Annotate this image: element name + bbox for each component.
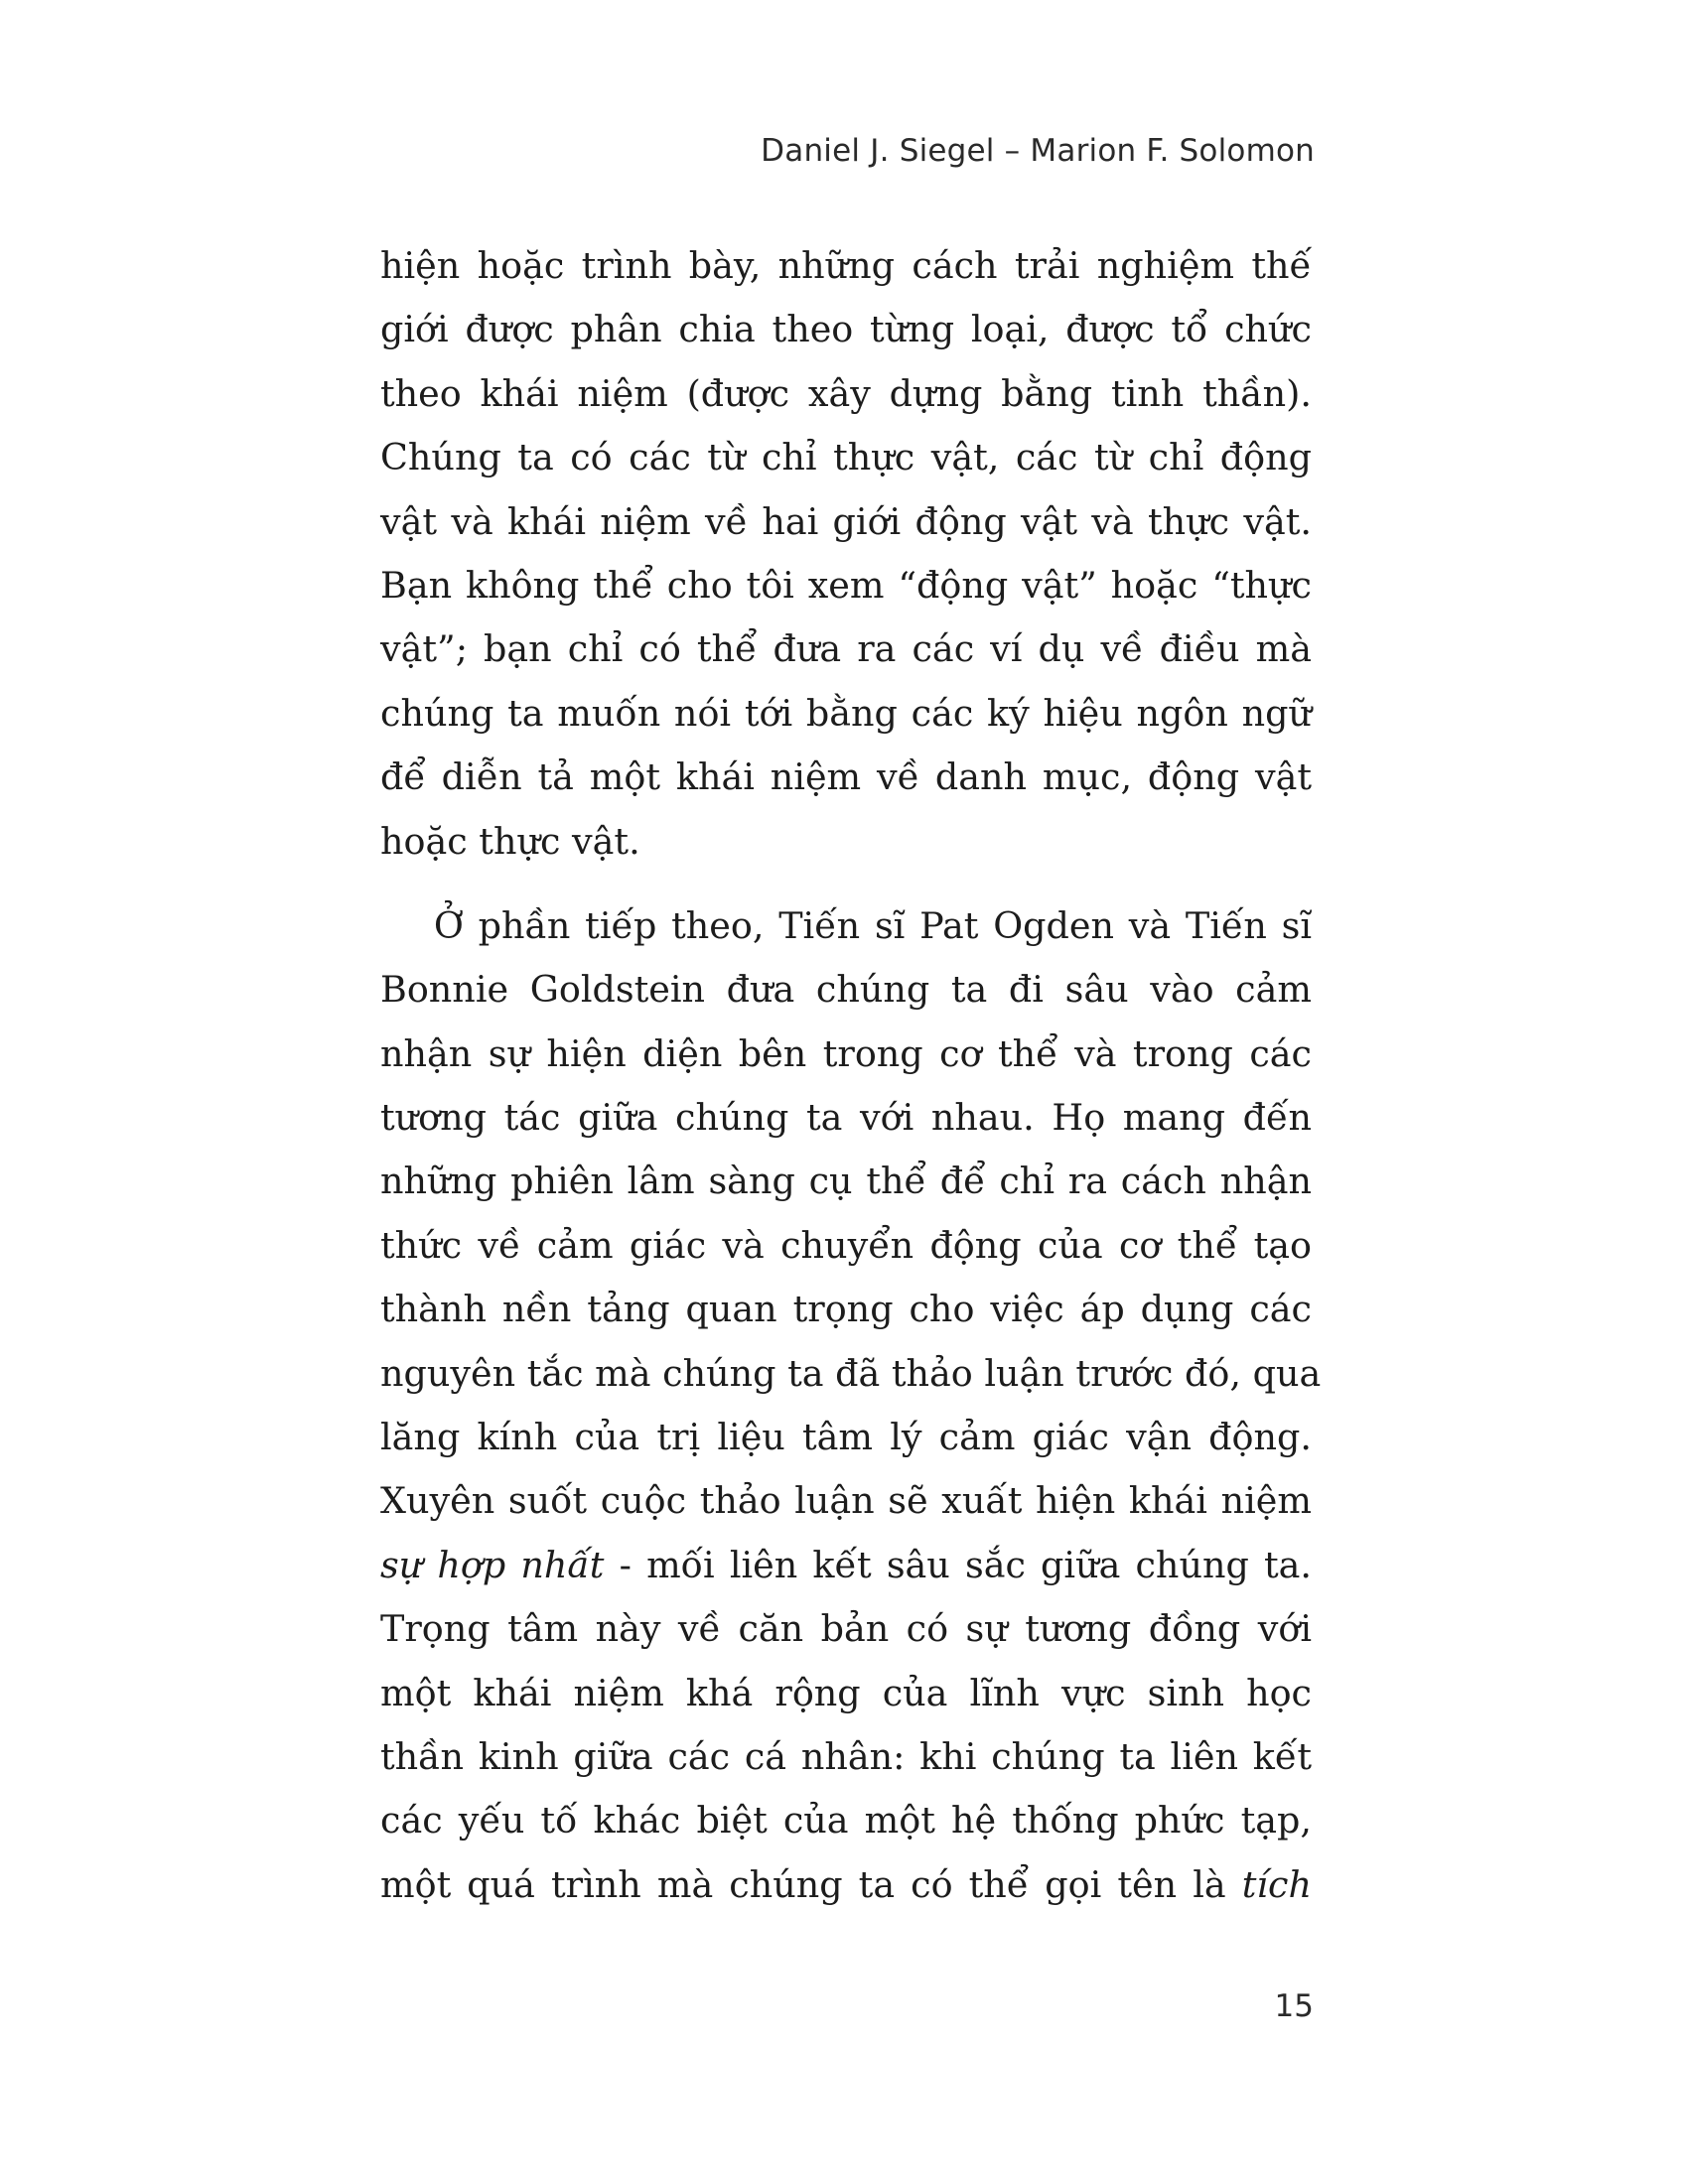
text-line: một khái niệm khá rộng của lĩnh vực sinh học [380,1671,1312,1714]
text-line: nhận sự hiện diện bên trong cơ thể và trong các [380,1031,1312,1075]
text-line-rest: - mối liên kết sâu sắc giữa chúng ta. [604,1543,1313,1586]
text-line: tương tác giữa chúng ta với nhau. Họ mang đến [380,1096,1312,1140]
running-header-authors: Daniel J. Siegel – Marion F. Solomon [761,133,1315,169]
text-line: theo khái niệm (được xây dựng bằng tinh thần). [380,371,1312,415]
text-line: giới được phân chia theo từng loại, được tổ chức [380,308,1312,351]
text-line: Chúng ta có các từ chỉ thực vật, các từ chỉ động [380,436,1312,479]
paragraph-2 [380,894,1322,1917]
text-line: để diễn tả một khái niệm về danh mục, động vật [380,755,1312,799]
text-line-regular: một quá trình mà chúng ta có thể gọi tên là [380,1862,1242,1906]
body-text [380,234,1322,1917]
paragraph-gap [380,874,1312,894]
text-line: vật”; bạn chỉ có thể đưa ra các ví dụ về điều mà [380,627,1312,671]
text-line: thành nền tảng quan trọng cho việc áp dụng các [380,1288,1312,1331]
text-line: Xuyên suốt cuộc thảo luận sẽ xuất hiện khái niệm [380,1479,1312,1523]
text-line: Ở phần tiếp theo, Tiến sĩ Pat Ogden và Tiến sĩ [434,903,1312,947]
text-line-with-italic [380,1534,1312,1597]
text-line: Trọng tâm này về căn bản có sự tương đồng với [380,1607,1312,1651]
text-line-with-italic [380,1853,1312,1917]
text-line: Bonnie Goldstein đưa chúng ta đi sâu vào cảm [380,968,1312,1012]
text-line: lăng kính của trị liệu tâm lý cảm giác vận động. [380,1416,1312,1459]
paragraph-1 [380,234,1312,874]
italic-term: sự hợp nhất [380,1543,605,1586]
text-line: chúng ta muốn nói tới bằng các ký hiệu ngôn ngữ [380,691,1312,735]
text-line: thức về cảm giác và chuyển động của cơ thể tạo [380,1223,1312,1267]
text-line: nguyên tắc mà chúng ta đã thảo luận trước đó, qua [380,1351,1322,1395]
text-line: vật và khái niệm về hai giới động vật và thực vật. [380,499,1312,543]
text-line: những phiên lâm sàng cụ thể để chỉ ra cách nhận [380,1160,1312,1203]
page-number: 15 [1274,1988,1314,2024]
text-line: Bạn không thể cho tôi xem “động vật” hoặc “thực [380,563,1312,607]
text-line: hoặc thực vật. [380,819,640,863]
text-line: hiện hoặc trình bày, những cách trải nghiệm thế [380,244,1312,287]
italic-term: tích [1241,1862,1312,1906]
text-line: các yếu tố khác biệt của một hệ thống phức tạp, [380,1799,1312,1843]
text-line: thần kinh giữa các cá nhân: khi chúng ta liên kết [380,1734,1312,1778]
